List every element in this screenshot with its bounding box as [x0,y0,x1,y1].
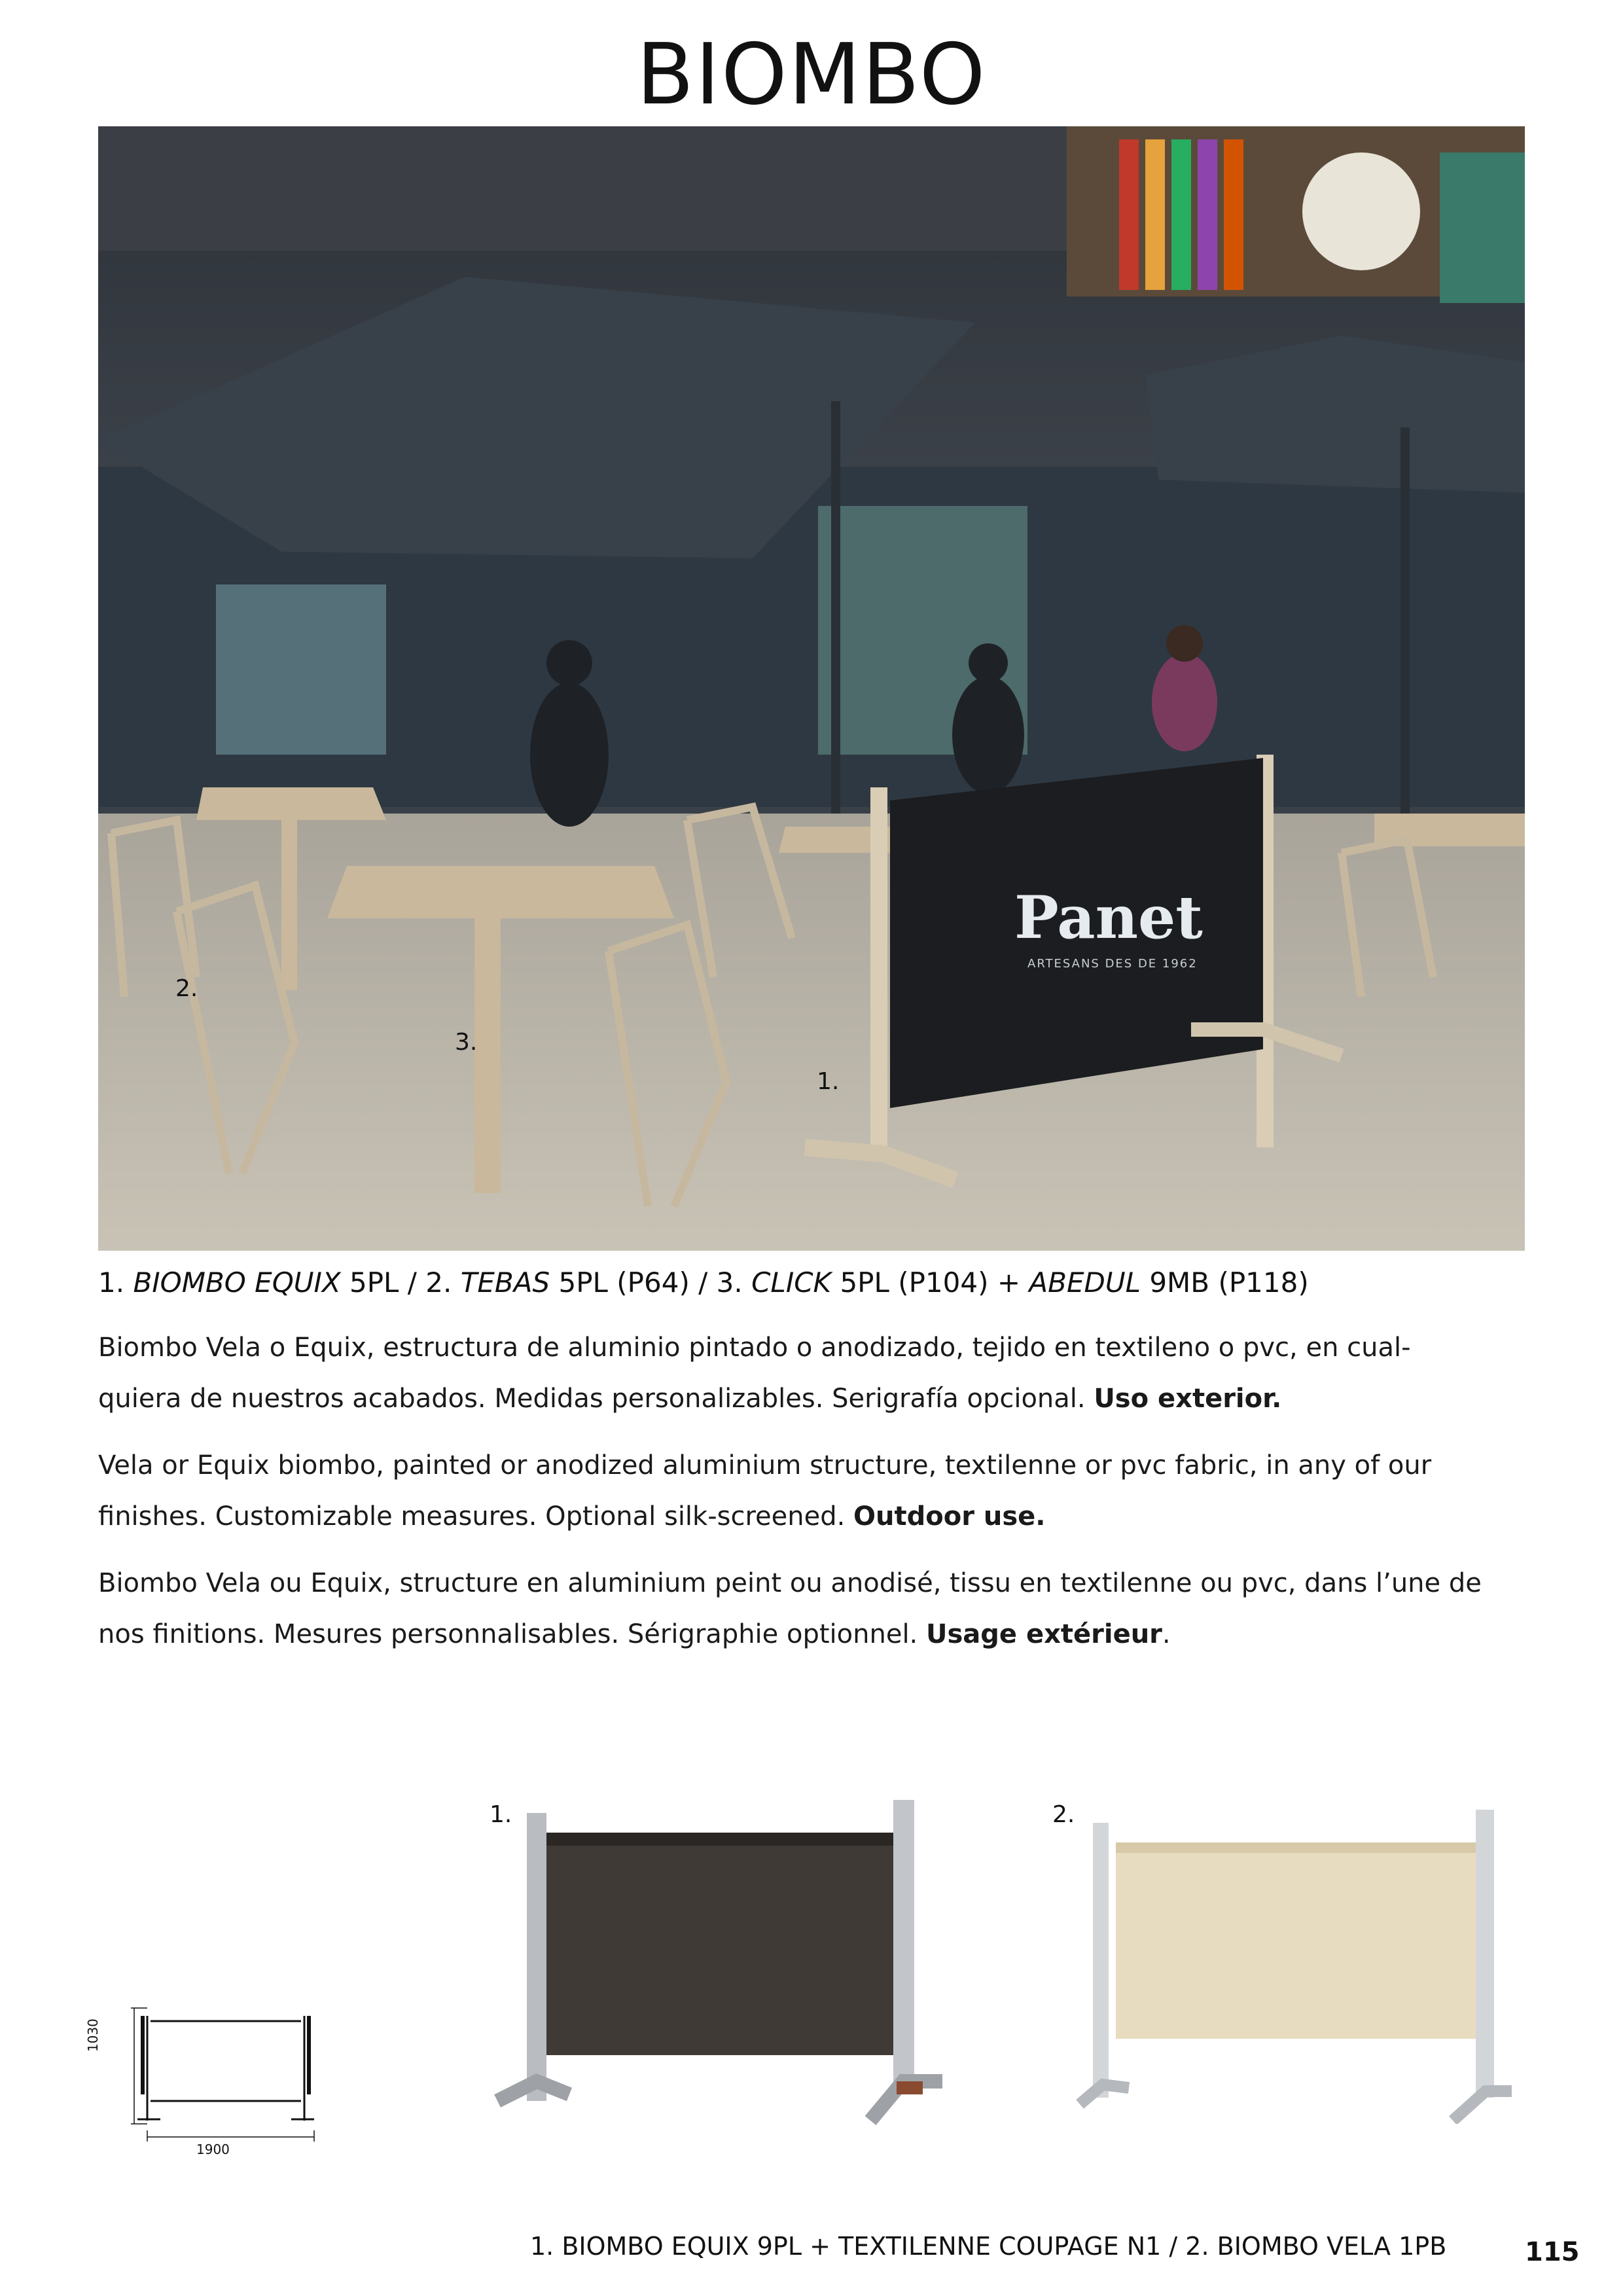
terrace-photo [98,126,1525,1251]
product-1-label: 1. [490,1801,512,1828]
description-es: Biombo Vela o Equix, estructura de aluminio pintado o anodizado, tejido en textileno o pvc, en cual- quiera de nuestros acabados. Medidas personalizables. Serigrafía opcional. Uso exterior. [98,1333,1411,1414]
page-title: BIOMBO [636,26,987,124]
photo-label-1: 1. [817,1068,840,1095]
products-caption: 1. BIOMBO EQUIX 9PL + TEXTILENNE COUPAGE N1 / 2. BIOMBO VELA 1PB [530,2232,1447,2261]
panet-sign-text: Panet [1014,883,1203,952]
description-en: Vela or Equix biombo, painted or anodized aluminium structure, textilenne or pvc fabric, in any of our finishes. Customizable measures. Optional silk-screened. Outdoor use. [98,1450,1432,1532]
width-dimension: 1900 [196,2142,230,2157]
photo-caption: 1. BIOMBO EQUIX 5PL / 2. TEBAS 5PL (P64) / 3. CLICK 5PL (P104) + ABEDUL 9MB (P118) [98,1266,1309,1299]
biombo-vela-product [1067,1797,1512,2124]
height-dimension: 1030 [85,2018,101,2052]
photo-label-3: 3. [455,1029,478,1056]
description-fr: Biombo Vela ou Equix, structure en aluminium peint ou anodisé, tissu en textilenne ou pvc, dans l’une de nos finitions. Mesures personnalisables. Sérigraphie optionnel. Usage extérieur. [98,1568,1482,1649]
page-number: 115 [1525,2237,1580,2267]
product-2-label: 2. [1052,1801,1075,1828]
technical-drawing [85,1990,334,2160]
biombo-equix-product [471,1793,969,2134]
colored-stripes [1119,139,1243,290]
panet-sign-subtext: ARTESANS DES DE 1962 [1027,957,1198,971]
photo-label-2: 2. [175,975,198,1002]
